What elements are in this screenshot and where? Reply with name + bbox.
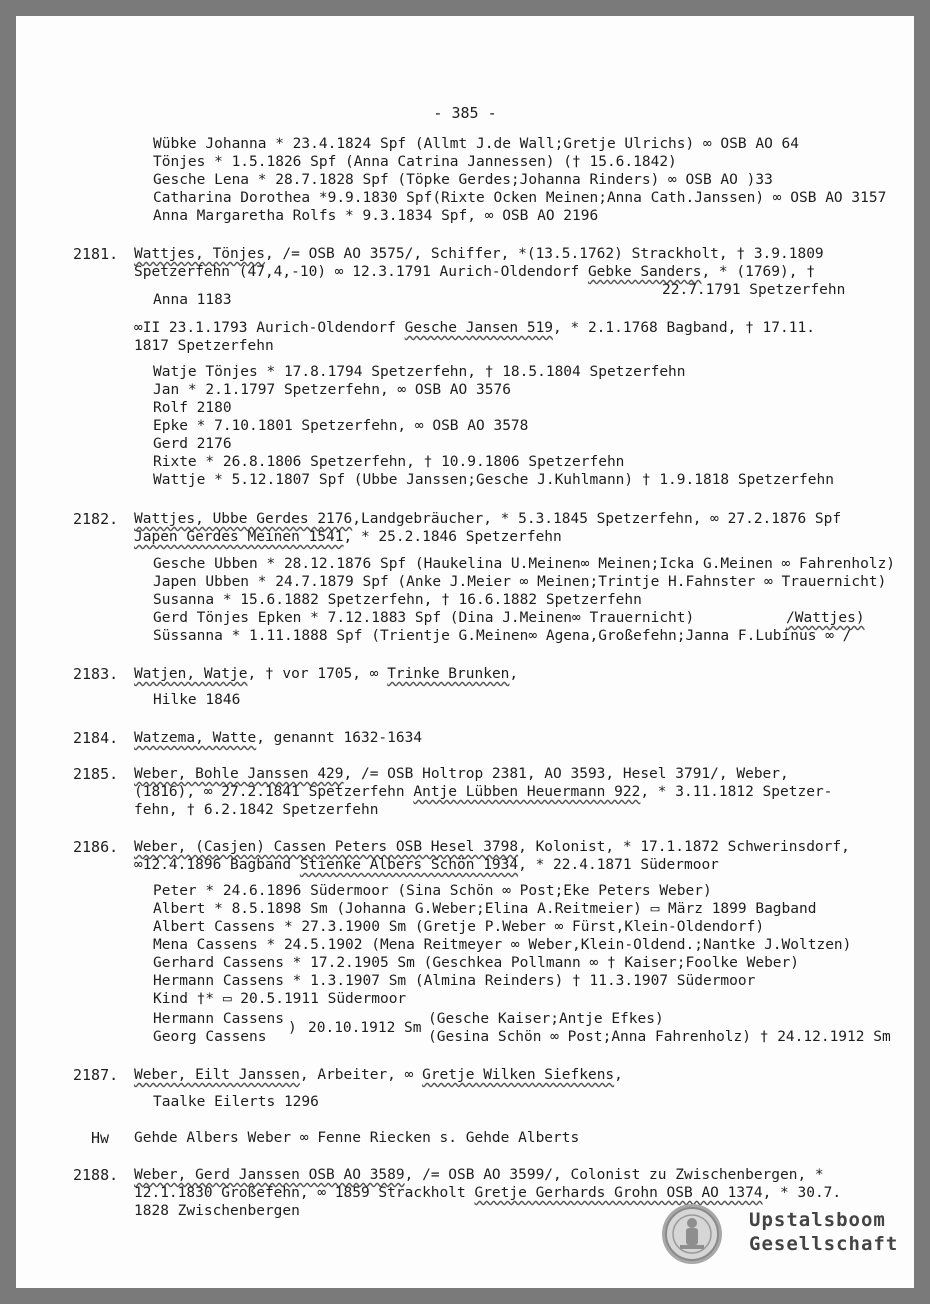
entry-name: Wattjes, Ubbe Gerdes 2176 (134, 511, 353, 527)
list-item: Tönjes * 1.5.1826 Spf (Anna Catrina Jannessen) († 15.6.1842) (153, 154, 677, 170)
entry-name: Weber, Eilt Janssen (134, 1067, 300, 1083)
list-item: Japen Ubben * 24.7.1879 Spf (Anke J.Meier ∞ Meinen;Trintje H.Fahnster ∞ Trauernicht) (153, 574, 887, 590)
entry-line: Wattjes, Ubbe Gerdes 2176,Landgebräucher, * 5.3.1845 Spetzerfehn, ∞ 27.2.1876 Spf (134, 511, 842, 527)
spouse-name: Antje Lübben Heuermann 922 (413, 784, 641, 800)
document-page (16, 16, 914, 1288)
list-item: Albert Cassens * 27.3.1900 Sm (Gretje P.Weber ∞ Fürst,Klein-Oldendorf) (153, 919, 765, 935)
list-item: Watje Tönjes * 17.8.1794 Spetzerfehn, † 18.5.1804 Spetzerfehn (153, 364, 686, 380)
twin-godparents: (Gesche Kaiser;Antje Efkes) (428, 1011, 664, 1027)
list-item: Gerd 2176 (153, 436, 232, 452)
spouse-name: Gretje Wilken Siefkens (422, 1067, 615, 1083)
entry-line: Watzema, Watte, genannt 1632-1634 (134, 730, 423, 746)
twin-date: 20.10.1912 Sm (308, 1020, 422, 1036)
list-item: Gerd Tönjes Epken * 7.12.1883 Spf (Dina J.Meinen∞ Trauernicht) (153, 610, 695, 626)
entry-line: 1817 Spetzerfehn (134, 338, 274, 354)
entry-line: Gehde Albers Weber ∞ Fenne Riecken s. Gehde Alberts (134, 1130, 580, 1146)
list-item: Anna 1183 (153, 292, 232, 308)
entry-number: Hw (91, 1129, 110, 1147)
list-item: Albert * 8.5.1898 Sm (Johanna G.Weber;Elina A.Reitmeier) ▭ März 1899 Bagband (153, 901, 817, 917)
entry-line: Wattjes, Tönjes, /= OSB AO 3575/, Schiffer, *(13.5.1762) Strackholt, † 3.9.1809 (134, 246, 824, 262)
entry-line: ∞II 23.1.1793 Aurich-Oldendorf Gesche Jansen 519, * 2.1.1768 Bagband, † 17.11. (134, 320, 815, 336)
entry-number: 2185. (73, 765, 119, 783)
list-item: Susanna * 15.6.1882 Spetzerfehn, † 16.6.1882 Spetzerfehn (153, 592, 642, 608)
entry-number: 2186. (73, 838, 119, 856)
list-item: Wattje * 5.12.1807 Spf (Ubbe Janssen;Gesche J.Kuhlmann) † 1.9.1818 Spetzerfehn (153, 472, 834, 488)
spouse-name: Stienke Albers Schön 1934 (299, 857, 519, 873)
entry-line: Weber, Gerd Janssen OSB AO 3589, /= OSB AO 3599/, Colonist zu Zwischenbergen, * (134, 1167, 824, 1183)
list-item: Gesche Lena * 28.7.1828 Spf (Töpke Gerdes;Johanna Rinders) ∞ OSB AO )33 (153, 172, 773, 188)
list-item: Jan * 2.1.1797 Spetzerfehn, ∞ OSB AO 3576 (153, 382, 511, 398)
entry-line: (1816), ∞ 27.2.1841 Spetzerfehn Antje Lübben Heuermann 922, * 3.11.1812 Spetzer- (134, 784, 833, 800)
twin-bracket: ) (288, 1020, 297, 1036)
twin-godparents: (Gesina Schön ∞ Post;Anna Fahrenholz) † 24.12.1912 Sm (428, 1029, 891, 1045)
spouse-name: Gretje Gerhards Grohn OSB AO 1374 (474, 1185, 763, 1201)
list-item: Gesche Ubben * 28.12.1876 Spf (Haukelina U.Meinen∞ Meinen;Icka G.Meinen ∞ Fahrenholz) (153, 556, 896, 572)
entry-line: Spetzerfehn (47,4,-10) ∞ 12.3.1791 Aurich-Oldendorf Gebke Sanders, * (1769), † (134, 264, 815, 280)
page-number: - 385 - (433, 104, 497, 122)
list-item: Süssanna * 1.11.1888 Spf (Trientje G.Meinen∞ Agena,Großefehn;Janna F.Lubinus ∞ / (153, 628, 852, 644)
entry-name: Weber, (Casjen) Cassen Peters OSB Hesel 3798 (134, 839, 519, 855)
list-item: Wübke Johanna * 23.4.1824 Spf (Allmt J.de Wall;Gretje Ulrichs) ∞ OSB AO 64 (153, 136, 800, 152)
entry-line: Weber, Eilt Janssen, Arbeiter, ∞ Gretje Wilken Siefkens, (134, 1067, 623, 1083)
entry-number: 2184. (73, 729, 119, 747)
note-wattjes: /Wattjes) (786, 610, 865, 626)
spouse-name: Gesche Jansen 519 (404, 320, 554, 336)
entry-line: Watjen, Watje, † vor 1705, ∞ Trinke Brunken, (134, 666, 519, 682)
twin-name: Hermann Cassens (153, 1011, 284, 1027)
entry-name: Weber, Gerd Janssen OSB AO 3589 (134, 1167, 405, 1183)
entry-line: 12.1.1830 Großefehn, ∞ 1859 Strackholt Gretje Gerhards Grohn OSB AO 1374, * 30.7. (134, 1185, 842, 1201)
entry-number: 2182. (73, 510, 119, 528)
list-item: Taalke Eilerts 1296 (153, 1094, 319, 1110)
entry-number: 2187. (73, 1066, 119, 1084)
logo-line2: Gesellschaft (749, 1233, 899, 1255)
spouse-name: Trinke Brunken (387, 666, 510, 682)
list-item: Rixte * 26.8.1806 Spetzerfehn, † 10.9.1806 Spetzerfehn (153, 454, 625, 470)
list-item: Gerhard Cassens * 17.2.1905 Sm (Geschkea Pollmann ∞ † Kaiser;Foolke Weber) (153, 955, 800, 971)
list-item: Epke * 7.10.1801 Spetzerfehn, ∞ OSB AO 3578 (153, 418, 529, 434)
list-item: Hermann Cassens * 1.3.1907 Sm (Almina Reinders) † 11.3.1907 Südermoor (153, 973, 756, 989)
entry-name: Wattjes, Tönjes (134, 246, 265, 262)
entry-line: Japen Gerdes Meinen 1541, * 25.2.1846 Spetzerfehn (134, 529, 562, 545)
list-item: Hilke 1846 (153, 692, 241, 708)
spouse-name: Gebke Sanders (587, 264, 702, 280)
entry-line: fehn, † 6.2.1842 Spetzerfehn (134, 802, 379, 818)
list-item: Peter * 24.6.1896 Südermoor (Sina Schön ∞ Post;Eke Peters Weber) (153, 883, 712, 899)
twin-name: Georg Cassens (153, 1029, 267, 1045)
list-item: Kind †* ▭ 20.5.1911 Südermoor (153, 991, 407, 1007)
spouse-name: Japen Gerdes Meinen 1541 (134, 529, 344, 545)
list-item: Anna Margaretha Rolfs * 9.3.1834 Spf, ∞ OSB AO 2196 (153, 208, 599, 224)
entry-number: 2183. (73, 665, 119, 683)
entry-line: 1828 Zwischenbergen (134, 1203, 300, 1219)
seal-icon (661, 1203, 723, 1265)
entry-name: Watjen, Watje (134, 666, 248, 682)
entry-line: Weber, Bohle Janssen 429, /= OSB Holtrop 2381, AO 3593, Hesel 3791/, Weber, (134, 766, 789, 782)
list-item: Catharina Dorothea *9.9.1830 Spf(Rixte Ocken Meinen;Anna Cath.Janssen) ∞ OSB AO 3157 (153, 190, 887, 206)
entry-name: Weber, Bohle Janssen 429 (134, 766, 344, 782)
entry-line: Weber, (Casjen) Cassen Peters OSB Hesel 3798, Kolonist, * 17.1.1872 Schwerinsdorf, (134, 839, 850, 855)
list-item: Rolf 2180 (153, 400, 232, 416)
entry-number: 2181. (73, 245, 119, 263)
entry-line: 22.7.1791 Spetzerfehn (662, 282, 846, 298)
entry-number: 2188. (73, 1166, 119, 1184)
upstalsboom-logo (661, 1203, 901, 1269)
logo-line1: Upstalsboom (749, 1209, 886, 1231)
entry-name: Watzema, Watte (134, 730, 257, 746)
list-item: Mena Cassens * 24.5.1902 (Mena Reitmeyer ∞ Weber,Klein-Oldend.;Nantke J.Woltzen) (153, 937, 852, 953)
entry-line: ∞12.4.1896 Bagband Stienke Albers Schön 1934, * 22.4.1871 Südermoor (134, 857, 719, 873)
